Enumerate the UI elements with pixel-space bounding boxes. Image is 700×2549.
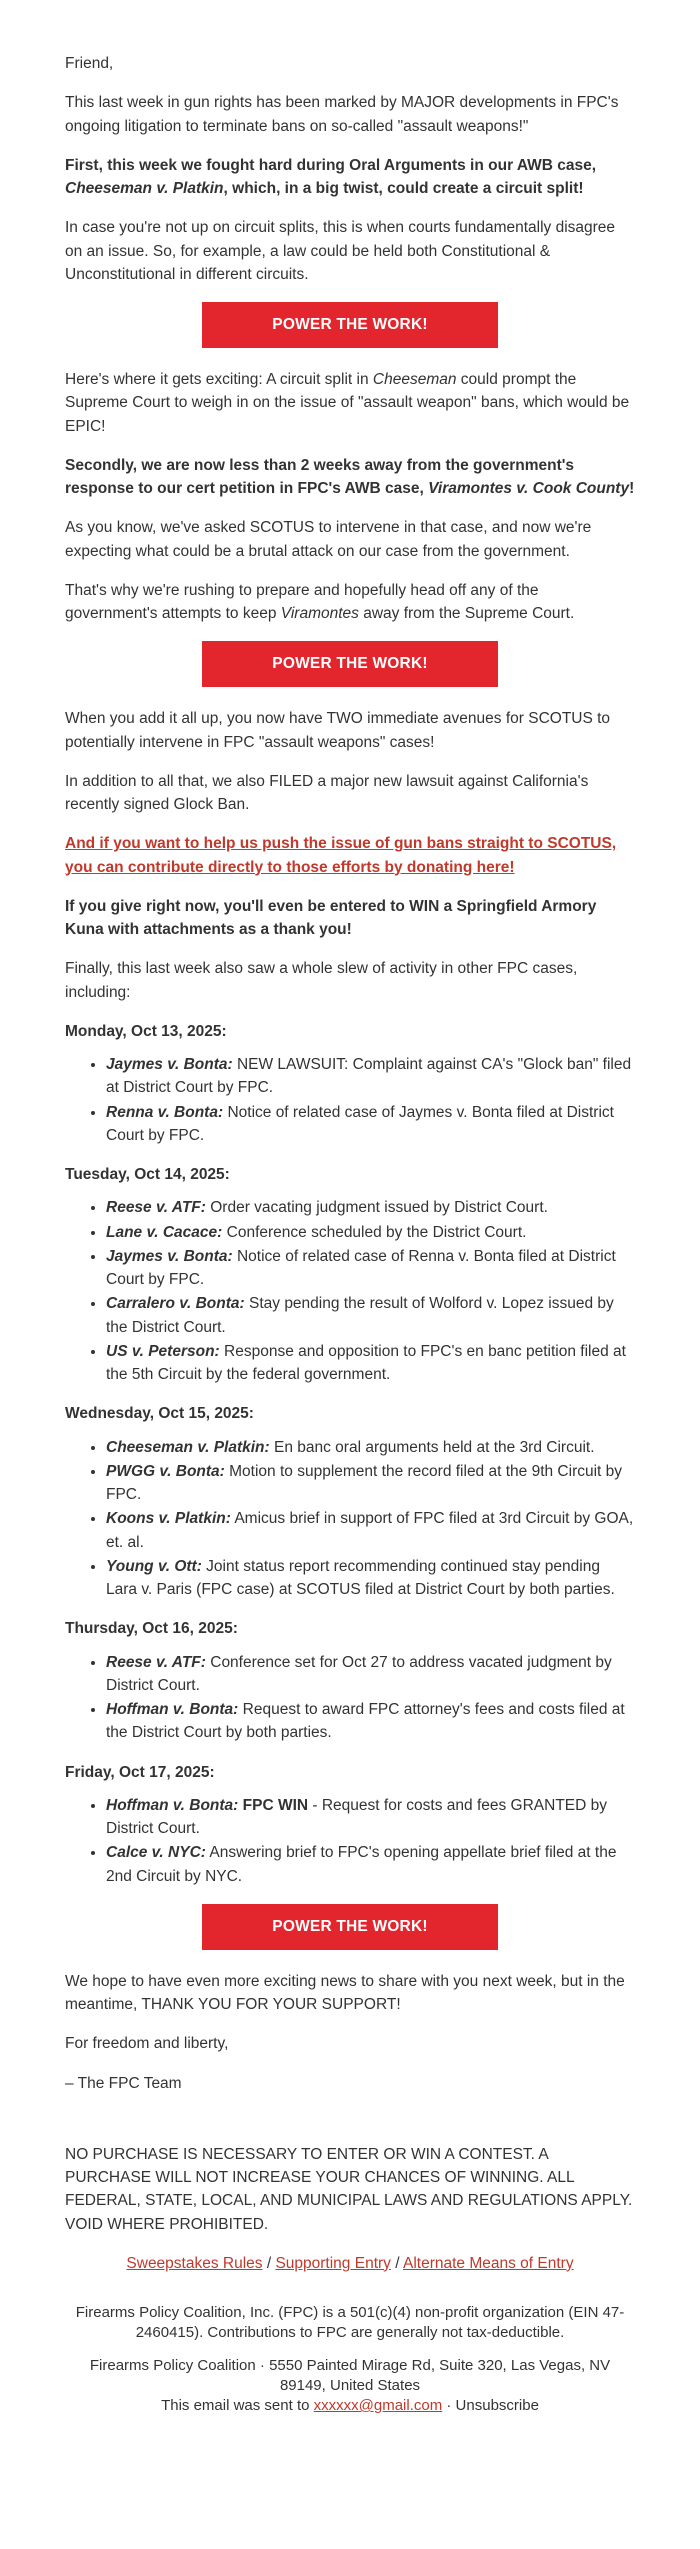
- case-name: US v. Peterson:: [106, 1342, 220, 1360]
- sweepstakes-rules-link[interactable]: Sweepstakes Rules: [126, 2254, 263, 2272]
- list-item: • PWGG v. Bonta: Motion to supplement the record filed at the 9th Circuit by FPC.: [106, 1460, 635, 1507]
- list-item: • Reese v. ATF: Conference set for Oct 27 to address vacated judgment by District Court.: [106, 1651, 635, 1698]
- list-item: • US v. Peterson: Response and opposition to FPC's en banc petition filed at the 5th Circuit by the federal government.: [106, 1340, 635, 1387]
- two-avenues-paragraph: When you add it all up, you now have TWO immediate avenues for SCOTUS to potentially intervene in FPC "assault weapons" cases!: [65, 710, 611, 751]
- day-heading: Tuesday, Oct 14, 2025:: [65, 1166, 230, 1183]
- case-list: [65, 1794, 635, 1888]
- list-item: • Cheeseman v. Platkin: En banc oral arguments held at the 3rd Circuit.: [106, 1436, 635, 1459]
- recipient-email-link[interactable]: xxxxxx@gmail.com: [313, 2397, 443, 2414]
- donate-link-paragraph: [65, 832, 635, 879]
- case-name: Jaymes v. Bonta:: [106, 1247, 233, 1265]
- greeting: Friend,: [65, 55, 114, 72]
- case-name: Calce v. NYC:: [106, 1844, 206, 1862]
- case-name: Jaymes v. Bonta:: [106, 1056, 233, 1073]
- case-name: Viramontes v. Cook County: [428, 480, 630, 497]
- day-heading: Wednesday, Oct 15, 2025:: [65, 1405, 254, 1423]
- case-name: Cheeseman: [372, 371, 457, 388]
- list-item: • Hoffman v. Bonta: Request to award FPC attorney's fees and costs filed at the District Court by both parties.: [106, 1698, 635, 1745]
- finally-paragraph: Finally, this last week also saw a whole slew of activity in other FPC cases, including:: [65, 960, 578, 1001]
- list-item: • Lane v. Cacace: Conference scheduled by the District Court.: [106, 1221, 635, 1244]
- unsubscribe-link[interactable]: Unsubscribe: [455, 2397, 539, 2414]
- list-item: • Renna v. Bonta: Notice of related case of Jaymes v. Bonta filed at District Court by FPC.: [106, 1101, 635, 1148]
- donate-link[interactable]: And if you want to help us push the issue of gun bans straight to SCOTUS, you can contribute directly to those efforts by donating here!: [65, 835, 617, 876]
- list-item: • Jaymes v. Bonta: NEW LAWSUIT: Complaint against CA's "Glock ban" filed at District Court by FPC.: [106, 1053, 635, 1100]
- power-the-work-button[interactable]: POWER THE WORK!: [202, 641, 498, 687]
- case-name: Koons v. Platkin:: [106, 1510, 231, 1528]
- list-item: • Carralero v. Bonta: Stay pending the result of Wolford v. Lopez issued by the District Court.: [106, 1292, 635, 1339]
- case-list: [65, 1196, 635, 1386]
- legal-disclaimer: NO PURCHASE IS NECESSARY TO ENTER OR WIN A CONTEST. A PURCHASE WILL NOT INCREASE YOUR CHANCES OF WINNING. ALL FEDERAL, STATE, LOCAL, AND MUNICIPAL LAWS AND REGULATIONS APPLY. VOID WHERE PROHIBITED.: [65, 2145, 633, 2233]
- springfield-paragraph: If you give right now, you'll even be entered to WIN a Springfield Armory Kuna with attachments as a thank you!: [65, 897, 597, 938]
- closing-paragraph: We hope to have even more exciting news to share with you next week, but in the meantime, THANK YOU FOR YOUR SUPPORT!: [65, 1972, 625, 2013]
- case-name: Hoffman v. Bonta:: [106, 1701, 239, 1718]
- power-the-work-button[interactable]: POWER THE WORK!: [202, 302, 498, 348]
- list-item: • Calce v. NYC: Answering brief to FPC's opening appellate brief filed at the 2nd Circuit by NYC.: [106, 1841, 635, 1888]
- case-list: [65, 1053, 635, 1147]
- list-item: • Hoffman v. Bonta: FPC WIN - Request for costs and fees GRANTED by District Court.: [106, 1794, 635, 1841]
- case-name: Reese v. ATF:: [106, 1199, 206, 1217]
- list-item: • Young v. Ott: Joint status report recommending continued stay pending Lara v. Paris (FPC case) at SCOTUS filed at District Court by both parties.: [106, 1555, 635, 1602]
- case-name: Lane v. Cacace:: [106, 1223, 223, 1241]
- glock-lawsuit-paragraph: In addition to all that, we also FILED a major new lawsuit against California's recently signed Glock Ban.: [65, 772, 589, 813]
- case-name: Carralero v. Bonta:: [106, 1295, 245, 1313]
- circuit-split-paragraph: In case you're not up on circuit splits, this is when courts fundamentally disagree on an issue. So, for example, a law could be held both Constitutional & Unconstitutional in different circuits.: [65, 219, 616, 283]
- footer-address: Firearms Policy Coalition · 5550 Painted Mirage Rd, Suite 320, Las Vegas, NV 89149, United States: [89, 2356, 611, 2394]
- case-name: Cheeseman v. Platkin:: [106, 1438, 270, 1456]
- signature: – The FPC Team: [65, 2074, 182, 2092]
- case-name: Renna v. Bonta:: [106, 1103, 224, 1121]
- link-separator: /: [262, 2254, 276, 2272]
- case-name: Young v. Ott:: [106, 1557, 202, 1575]
- sweepstakes-links: [65, 2252, 635, 2275]
- link-separator: /: [390, 2254, 403, 2272]
- list-item: • Reese v. ATF: Order vacating judgment issued by District Court.: [106, 1196, 635, 1219]
- power-the-work-button[interactable]: POWER THE WORK!: [202, 1904, 498, 1950]
- second-point-paragraph: Secondly, we are now less than 2 weeks away from the government's response to our cert petition in FPC's AWB case, Viramontes v. Cook County!: [65, 456, 635, 497]
- win-tag: FPC WIN: [238, 1796, 309, 1814]
- case-name: Reese v. ATF:: [106, 1653, 206, 1671]
- case-name: Viramontes: [280, 605, 359, 622]
- footer-address-block: Firearms Policy Coalition · 5550 Painted Mirage Rd, Suite 320, Las Vegas, NV 89149, United States This email was sent to xxxxxx@gmail.com · Unsubscribe: [89, 2356, 611, 2414]
- list-item: • Jaymes v. Bonta: Notice of related case of Renna v. Bonta filed at District Court by FPC.: [106, 1245, 635, 1292]
- day-heading: Monday, Oct 13, 2025:: [65, 1022, 227, 1040]
- rushing-paragraph: That's why we're rushing to prepare and hopefully head off any of the government's attempts to keep Viramontes away from the Supreme Court.: [65, 581, 575, 622]
- case-name: PWGG v. Bonta:: [106, 1462, 225, 1480]
- case-list: [65, 1651, 635, 1745]
- case-name: Cheeseman v. Platkin: [65, 180, 224, 197]
- scotus-intervene-paragraph: As you know, we've asked SCOTUS to intervene in that case, and now we're expecting what could be a brutal attack on our case from the government.: [65, 519, 592, 560]
- signoff: For freedom and liberty,: [65, 2035, 229, 2053]
- case-name: Hoffman v. Bonta:: [106, 1796, 239, 1814]
- day-heading: Thursday, Oct 16, 2025:: [65, 1620, 238, 1638]
- supporting-entry-link[interactable]: Supporting Entry: [275, 2254, 391, 2272]
- day-heading: Friday, Oct 17, 2025:: [65, 1763, 215, 1781]
- list-item: • Koons v. Platkin: Amicus brief in support of FPC filed at 3rd Circuit by GOA, et. al.: [106, 1507, 635, 1554]
- case-list: [65, 1436, 635, 1602]
- footer-org-info: Firearms Policy Coalition, Inc. (FPC) is a 501(c)(4) non-profit organization (EIN 47-2460415). Contributions to FPC are generally not tax-deductible.: [75, 2304, 625, 2342]
- intro-paragraph: This last week in gun rights has been marked by MAJOR developments in FPC's ongoing litigation to terminate bans on so-called "assault weapons!": [65, 94, 619, 135]
- footer: [65, 2303, 635, 2416]
- exciting-paragraph: Here's where it gets exciting: A circuit split in Cheeseman could prompt the Supreme Court to weigh in on the issue of "assault weapon" bans, which would be EPIC!: [65, 371, 630, 435]
- first-point-paragraph: First, this week we fought hard during Oral Arguments in our AWB case, Cheeseman v. Platkin, which, in a big twist, could create a circuit split!: [65, 156, 597, 197]
- alternate-entry-link[interactable]: Alternate Means of Entry: [403, 2254, 574, 2272]
